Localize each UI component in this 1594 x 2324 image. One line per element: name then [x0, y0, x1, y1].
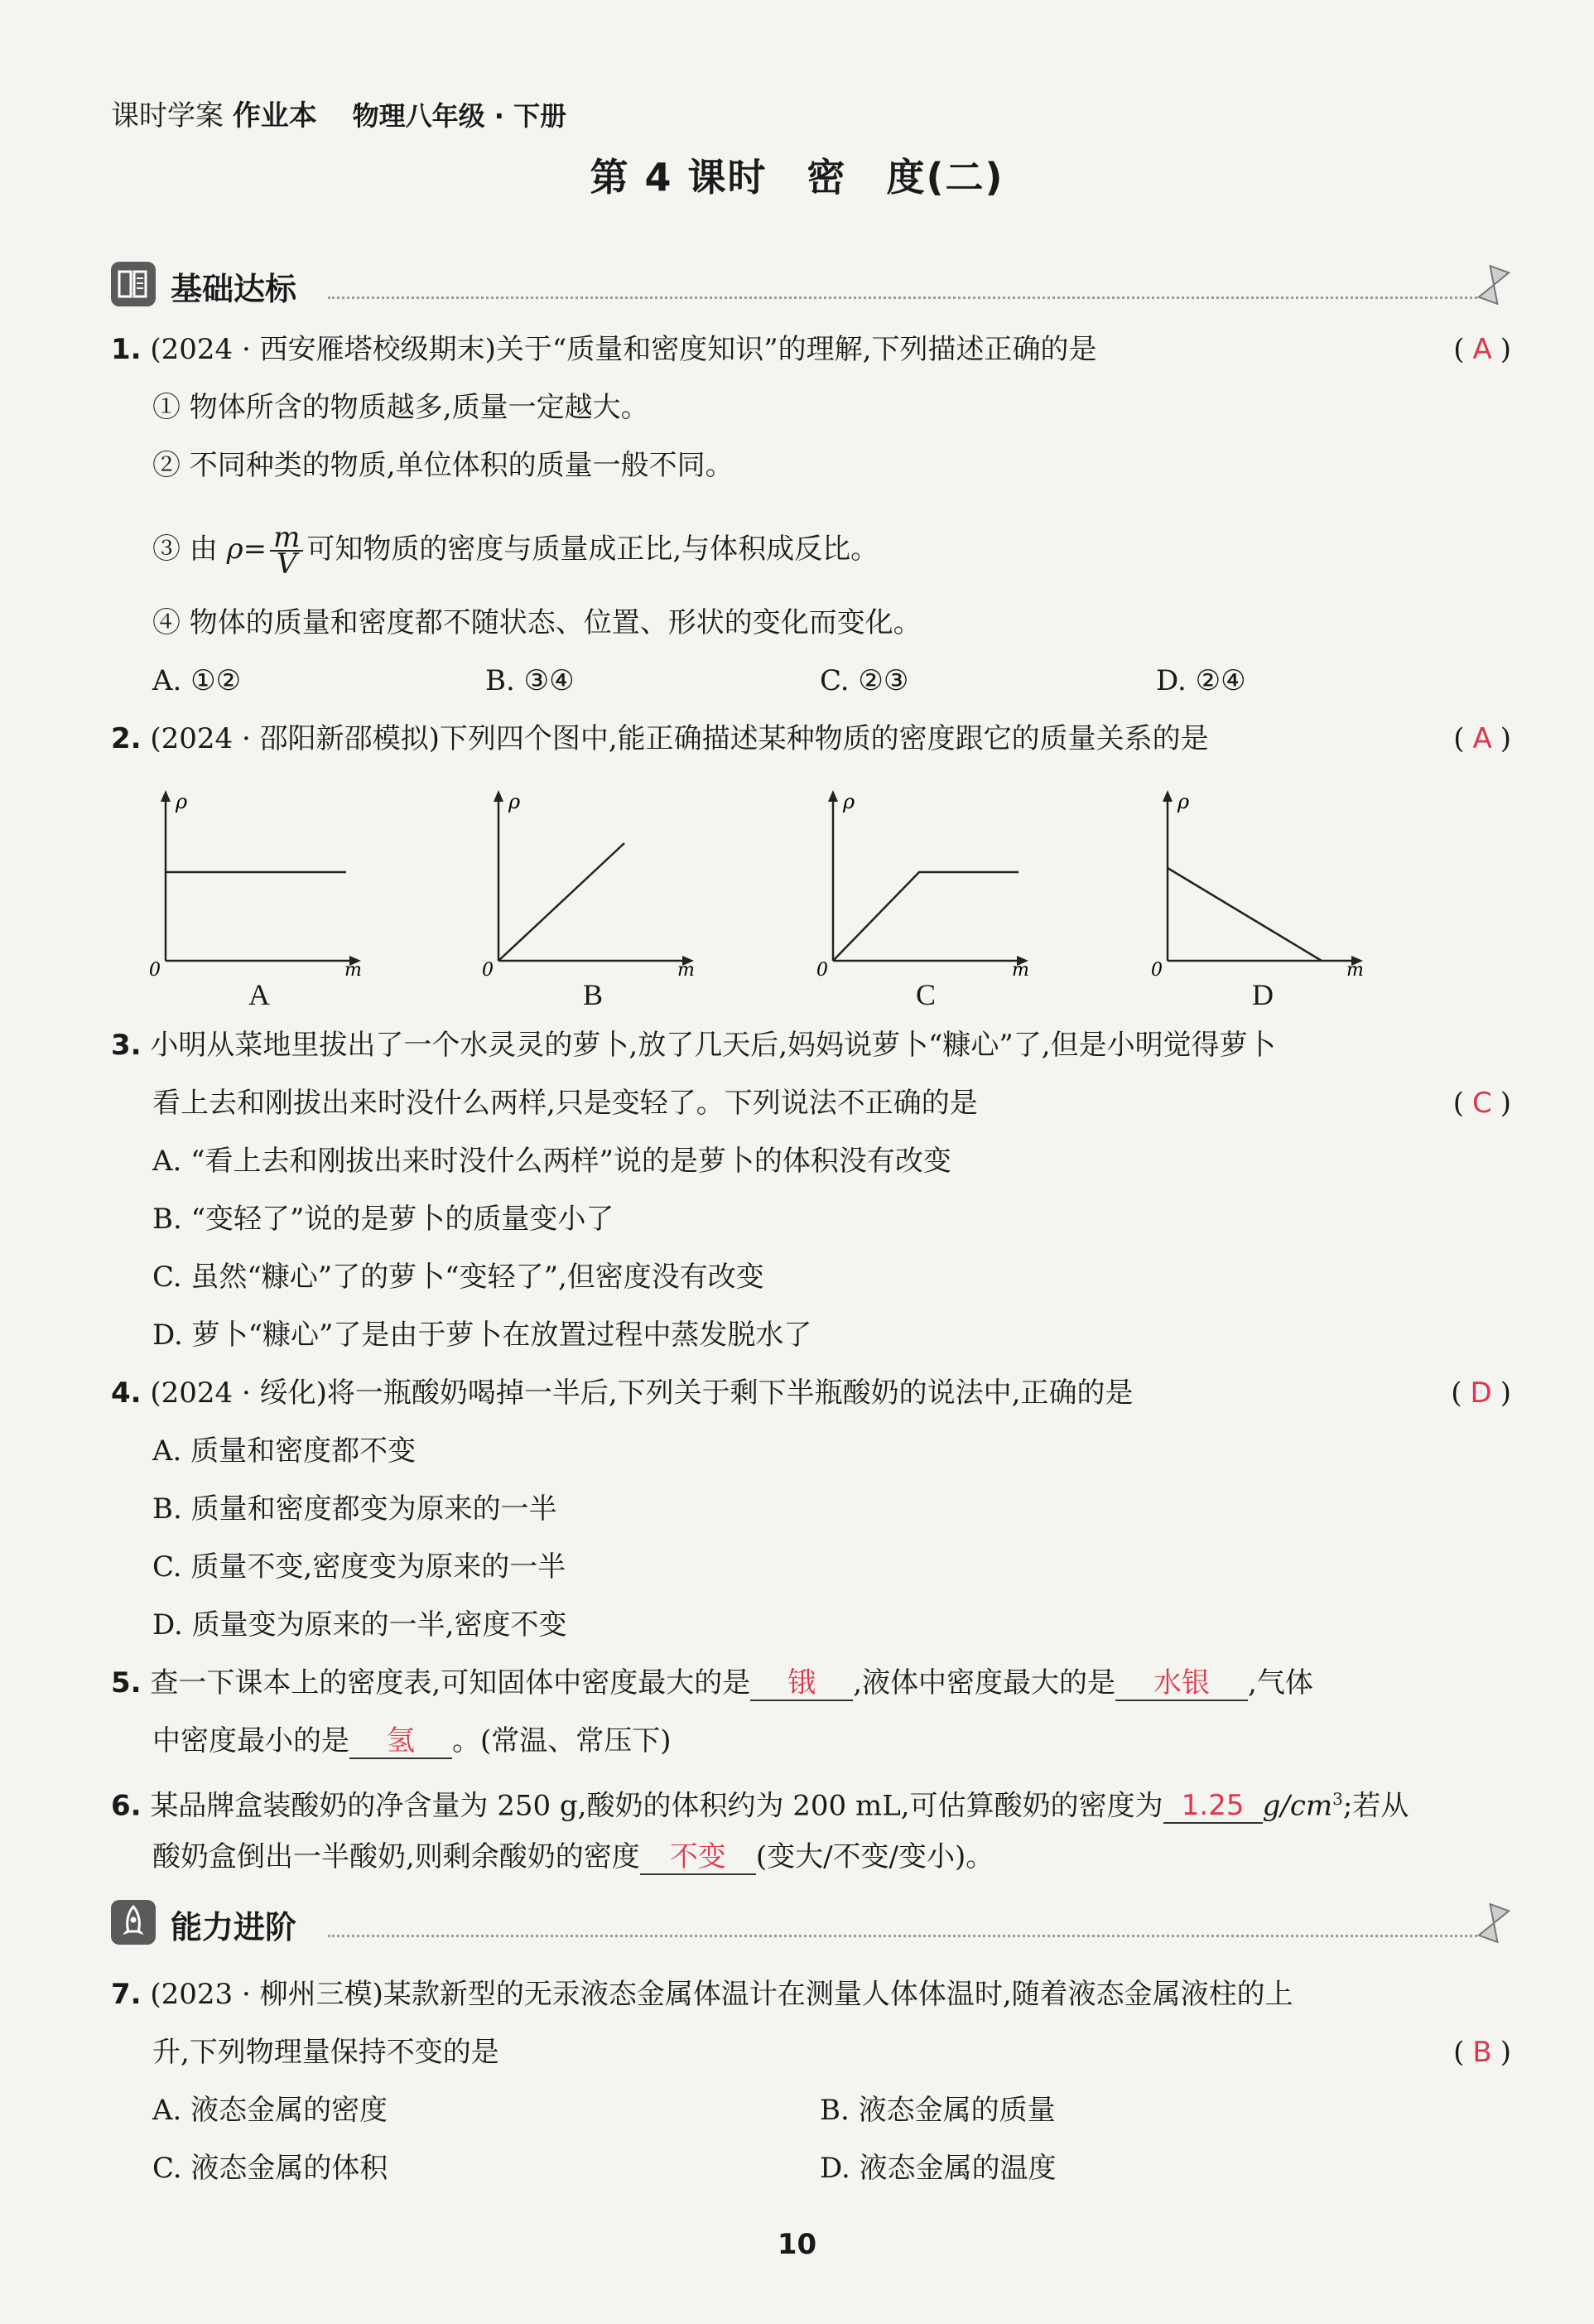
question-text: 某品牌盒装酸奶的净含量为 250 g,酸奶的体积约为 200 mL,可估算酸奶的密度为 — [150, 1789, 1163, 1823]
answer-choice: B — [1472, 2036, 1492, 2069]
answer-choice: A — [1472, 722, 1492, 755]
option-a: A. 质量和密度都不变 — [152, 1434, 417, 1468]
option-a: A. 液态金属的密度 — [152, 2094, 388, 2127]
answer-choice: C — [1471, 1087, 1492, 1120]
option-d: D. 液态金属的温度 — [820, 2152, 1057, 2185]
question-1-stem — [111, 331, 1096, 368]
question-7-stem-line-1 — [111, 1976, 1293, 2013]
graph-b — [482, 787, 697, 977]
question-text: (2024 · 绥化)将一瓶酸奶喝掉一半后,下列关于剩下半瓶酸奶的说法中,正确的是 — [150, 1377, 1134, 1410]
statement-3-prefix: ③ 由 — [152, 533, 218, 566]
option-c: C. ②③ — [820, 664, 909, 697]
statement-3 — [152, 520, 879, 581]
density-symbol: ρ= — [226, 533, 267, 566]
answer-choice: D — [1470, 1377, 1492, 1410]
question-6-line-2 — [152, 1839, 994, 1875]
option-b: B. “变轻了”说的是萝卜的质量变小了 — [152, 1203, 614, 1236]
question-2-stem — [111, 721, 1209, 757]
question-6-line-1 — [111, 1781, 1409, 1824]
question-text: (2024 · 邵阳新邵模拟)下列四个图中,能正确描述某种物质的密度跟它的质量关系的是 — [150, 722, 1209, 755]
unit-exponent: 3 — [1332, 1789, 1343, 1809]
graph-d — [1151, 787, 1366, 977]
option-c: C. 虽然“糠心”了的萝卜“变轻了”,但密度没有改变 — [152, 1261, 764, 1294]
option-d: D. ②④ — [1156, 664, 1246, 697]
question-5-line-1 — [111, 1665, 1313, 1701]
page-number: 10 — [777, 2228, 817, 2261]
page-header — [111, 93, 566, 133]
option-c: C. 液态金属的体积 — [152, 2152, 388, 2185]
statement-1: ① 物体所含的物质越多,质量一定越大。 — [152, 391, 649, 424]
question-text: 中密度最小的是 — [152, 1724, 349, 1757]
question-text: (2023 · 柳州三模)某款新型的无汞液态金属体温计在测量人体体温时,随着液态金属液柱的上 — [150, 1978, 1293, 2011]
lesson-title: 第 4 课时 密 度(二) — [590, 155, 1004, 200]
question-number: 3. — [111, 1029, 142, 1062]
question-7-stem-line-2: 升,下列物理量保持不变的是 — [152, 2036, 499, 2069]
hourglass-icon — [1477, 265, 1510, 308]
graph-a-label: A — [248, 978, 270, 1011]
answer-blank: 氢 — [349, 1724, 452, 1759]
question-3-stem-line-2: 看上去和刚拔出来时没什么两样,只是变轻了。下列说法不正确的是 — [152, 1087, 978, 1120]
graph-c-label: C — [916, 978, 937, 1011]
unit-text: g/cm — [1262, 1789, 1333, 1823]
hourglass-icon — [1477, 1903, 1510, 1946]
question-text: ;若从 — [1342, 1789, 1409, 1823]
question-number: 1. — [111, 333, 142, 366]
question-text: ,气体 — [1248, 1666, 1313, 1700]
answer-bracket: ( A ) — [1453, 333, 1511, 366]
question-5-line-2 — [152, 1723, 672, 1759]
answer-blank: 1.25 — [1163, 1789, 1263, 1824]
answer-bracket: ( A ) — [1453, 722, 1511, 755]
answer-blank: 不变 — [640, 1840, 756, 1875]
series-name: 课时学案 — [111, 99, 224, 133]
y-axis-label: ρ — [1177, 790, 1190, 813]
x-axis-label: m — [1012, 960, 1029, 977]
question-text: 酸奶盒倒出一半酸奶,则剩余酸奶的密度 — [152, 1840, 640, 1873]
option-b: B. 质量和密度都变为原来的一半 — [152, 1492, 557, 1526]
question-number: 2. — [111, 722, 142, 755]
question-number: 7. — [111, 1978, 142, 2011]
question-text: 。(常温、常压下) — [452, 1724, 672, 1757]
dotted-divider — [328, 297, 1477, 299]
x-axis-label: m — [677, 960, 695, 977]
book-name: 物理八年级 · 下册 — [352, 100, 567, 132]
answer-blank: 水银 — [1115, 1666, 1248, 1701]
option-a: A. “看上去和刚拔出来时没什么两样”说的是萝卜的体积没有改变 — [152, 1145, 951, 1178]
formula-denominator: V — [276, 547, 297, 581]
answer-bracket: ( D ) — [1451, 1377, 1511, 1410]
section-label: 能力进阶 — [171, 1909, 297, 1946]
formula-numerator: m — [270, 525, 303, 552]
answer-bracket: ( C ) — [1452, 1087, 1511, 1120]
question-text: 小明从菜地里拔出了一个水灵灵的萝卜,放了几天后,妈妈说萝卜“糠心”了,但是小明觉得萝卜 — [150, 1029, 1276, 1062]
question-text: ,液体中密度最大的是 — [853, 1666, 1116, 1700]
question-4-stem — [111, 1375, 1133, 1411]
y-axis-label: ρ — [843, 790, 855, 813]
graph-a — [149, 787, 364, 977]
density-formula — [270, 521, 303, 581]
statement-3-text: 可知物质的密度与质量成正比,与体积成反比。 — [306, 533, 879, 566]
x-axis-label: m — [344, 960, 362, 977]
section-label: 基础达标 — [171, 271, 297, 307]
dotted-divider — [328, 1935, 1477, 1937]
answer-bracket: ( B ) — [1453, 2036, 1511, 2069]
question-number: 6. — [111, 1789, 142, 1823]
question-number: 4. — [111, 1377, 142, 1410]
origin-label: 0 — [149, 960, 161, 977]
option-b: B. ③④ — [485, 664, 575, 697]
brand-name: 作业本 — [232, 99, 317, 133]
y-axis-label: ρ — [508, 790, 521, 813]
section-advanced — [111, 1897, 1510, 1950]
question-number: 5. — [111, 1666, 142, 1700]
option-d: D. 质量变为原来的一半,密度不变 — [152, 1608, 567, 1642]
origin-label: 0 — [816, 960, 828, 977]
book-icon — [111, 262, 156, 306]
answer-blank: 锇 — [750, 1666, 853, 1701]
graph-c — [816, 787, 1032, 977]
y-axis-label: ρ — [176, 790, 188, 813]
x-axis-label: m — [1346, 960, 1364, 977]
graph-b-label: B — [583, 978, 604, 1011]
section-basic — [111, 258, 1510, 311]
statement-4: ④ 物体的质量和密度都不随状态、位置、形状的变化而变化。 — [152, 606, 922, 639]
option-a: A. ①② — [152, 664, 242, 697]
question-text: 查一下课本上的密度表,可知固体中密度最大的是 — [150, 1666, 751, 1700]
answer-choice: A — [1472, 333, 1492, 366]
option-c: C. 质量不变,密度变为原来的一半 — [152, 1550, 566, 1584]
statement-2: ② 不同种类的物质,单位体积的质量一般不同。 — [152, 449, 734, 482]
question-3-stem-line-1 — [111, 1027, 1276, 1063]
question-text: (2024 · 西安雁塔校级期末)关于“质量和密度知识”的理解,下列描述正确的是 — [150, 333, 1097, 366]
rocket-icon — [111, 1900, 156, 1945]
question-text: (变大/不变/变小)。 — [755, 1840, 994, 1873]
origin-label: 0 — [482, 960, 494, 977]
graph-d-label: D — [1252, 978, 1274, 1011]
origin-label: 0 — [1151, 960, 1163, 977]
option-d: D. 萝卜“糠心”了是由于萝卜在放置过程中蒸发脱水了 — [152, 1319, 812, 1352]
option-b: B. 液态金属的质量 — [820, 2094, 1056, 2127]
